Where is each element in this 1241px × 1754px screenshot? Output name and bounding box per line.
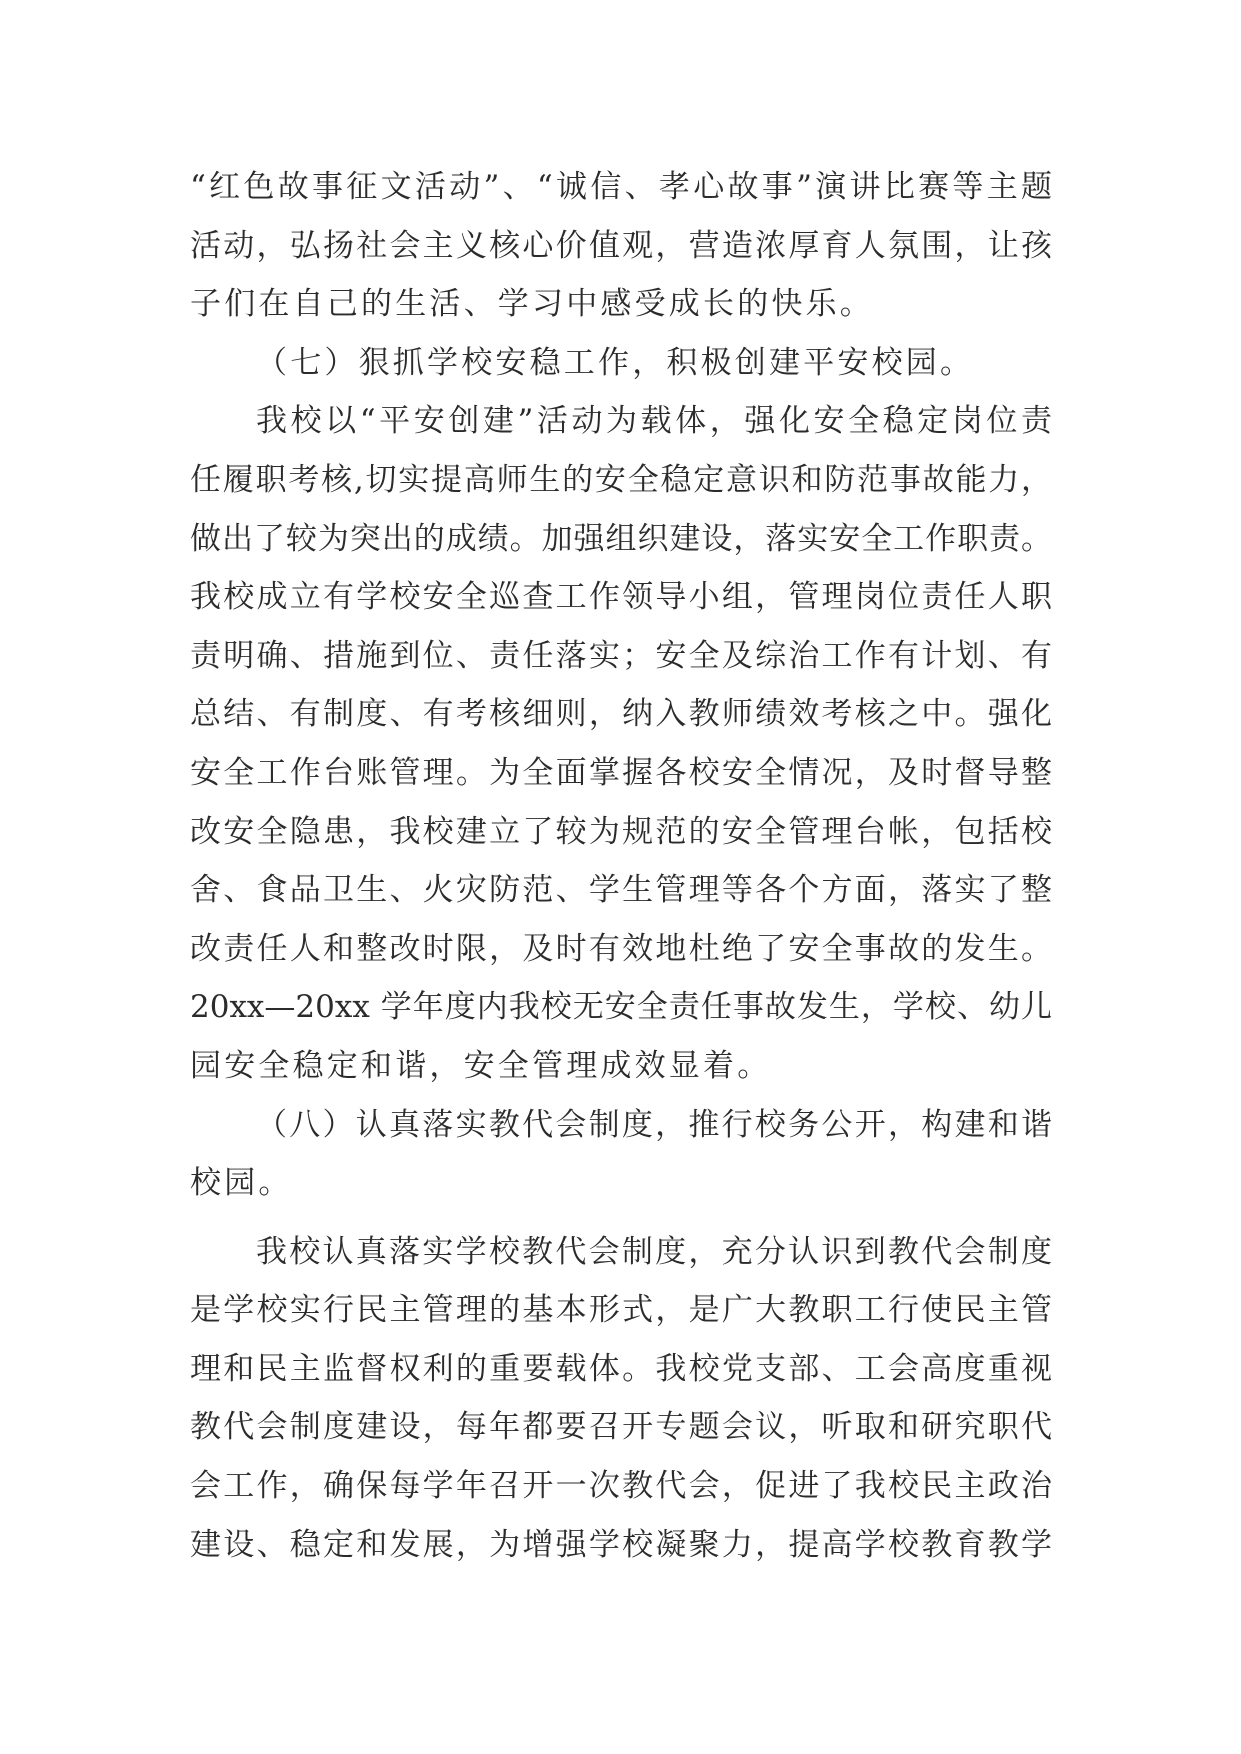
text-line: 我校以“平安创建”活动为载体，强化安全稳定岗位责: [256, 403, 1052, 440]
text-line: 建设、稳定和发展，为增强学校凝聚力，提高学校教育教学: [190, 1526, 1052, 1563]
text-line: 做出了较为突出的成绩。加强组织建设，落实安全工作职责。: [190, 520, 1052, 557]
text-line: 理和民主监督权利的重要载体。我校党支部、工会高度重视: [190, 1350, 1052, 1387]
text-line: 活动，弘扬社会主义核心价值观，营造浓厚育人氛围，让孩: [190, 227, 1052, 264]
text-line: 责明确、措施到位、责任落实；安全及综治工作有计划、有: [190, 637, 1052, 674]
section-heading-8-cont: 校园。: [190, 1165, 293, 1202]
text-line: 子们在自己的生活、学习中感受成长的快乐。: [190, 286, 874, 323]
text-line: 会工作，确保每学年召开一次教代会，促进了我校民主政治: [190, 1468, 1052, 1505]
text-line: 安全工作台账管理。为全面掌握各校安全情况，及时督导整: [190, 754, 1052, 791]
text-line: 改安全隐患，我校建立了较为规范的安全管理台帐，包括校: [190, 813, 1052, 850]
text-line: 是学校实行民主管理的基本形式，是广大教职工行使民主管: [190, 1292, 1052, 1329]
text-line: 教代会制度建设，每年都要召开专题会议，听取和研究职代: [190, 1409, 1052, 1446]
text-line: 任履职考核,切实提高师生的安全稳定意识和防范事故能力，: [190, 461, 1052, 498]
section-heading-7: （七）狠抓学校安稳工作，积极创建平安校园。: [256, 344, 975, 381]
text-line: 舍、食品卫生、火灾防范、学生管理等各个方面，落实了整: [190, 872, 1052, 909]
text-line: 园安全稳定和谐，安全管理成效显着。: [190, 1047, 772, 1084]
text-line: 我校认真落实学校教代会制度，充分认识到教代会制度: [256, 1233, 1052, 1270]
text-line: 改责任人和整改时限，及时有效地杜绝了安全事故的发生。: [190, 930, 1052, 967]
text-line: “红色故事征文活动”、“诚信、孝心故事”演讲比赛等主题: [190, 169, 1052, 205]
section-heading-8: （八）认真落实教代会制度，推行校务公开，构建和谐: [256, 1106, 1052, 1143]
text-line: 总结、有制度、有考核细则，纳入教师绩效考核之中。强化: [190, 696, 1052, 733]
document-body: [190, 158, 1052, 1574]
text-line: 我校成立有学校安全巡查工作领导小组，管理岗位责任人职: [190, 579, 1052, 616]
text-line: 20xx—20xx 学年度内我校无安全责任事故发生，学校、幼儿: [190, 989, 1052, 1026]
